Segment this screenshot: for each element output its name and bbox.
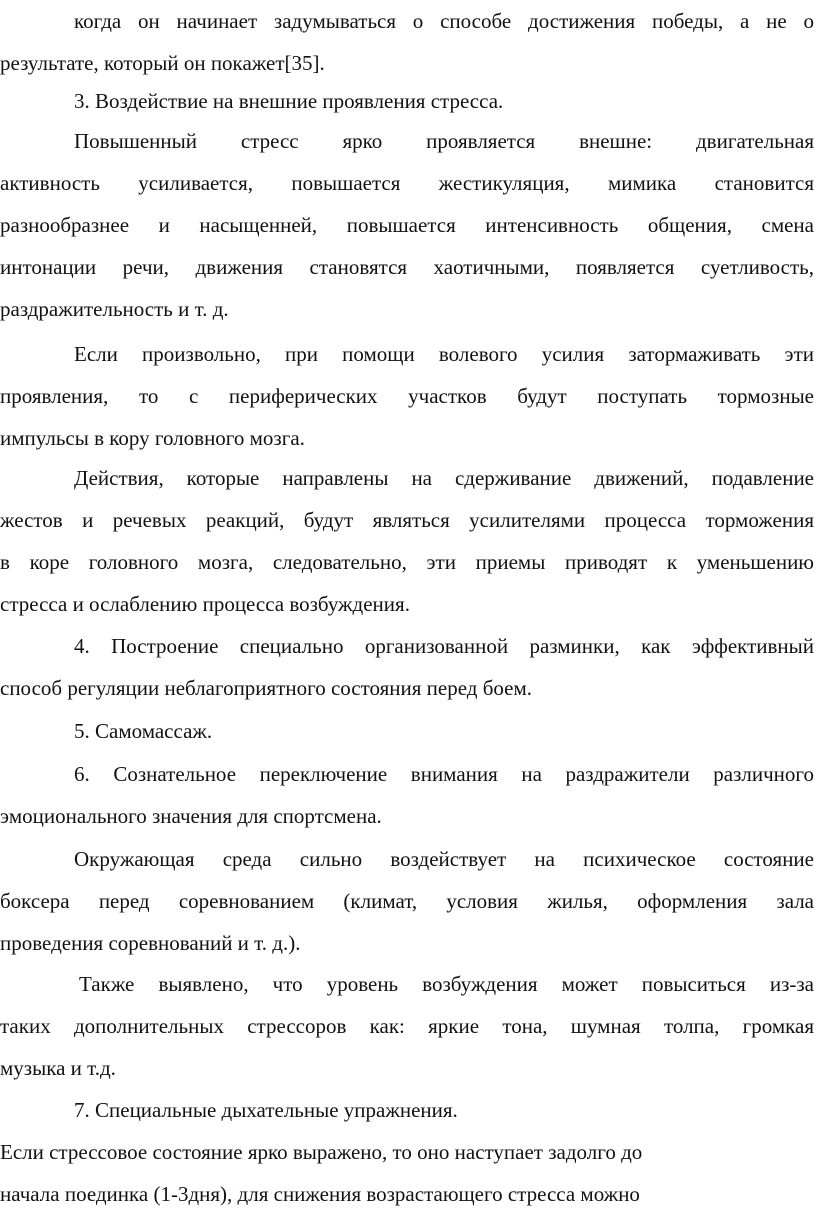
text-line: Повышенный стресс ярко проявляется внешне: двигательная [74,129,814,153]
text-line: проявления, то с периферических участков будут поступать тормозные [0,384,814,408]
text-line: жестов и речевых реакций, будут являться усилителями процесса торможения [0,508,814,532]
paragraph [0,838,814,964]
paragraph-continuation [0,0,814,84]
text-line: эмоционального значения для спортсмена. [0,804,382,828]
text-line: интонации речи, движения становятся хаотичными, появляется суетливость, [0,255,814,279]
text-line: в коре головного мозга, следовательно, эти приемы приводят к уменьшению [0,550,814,574]
list-item-7 [0,1089,814,1131]
text-line: 7. Специальные дыхательные упражнения. [74,1098,458,1122]
text-line: импульсы в кору головного мозга. [0,426,305,450]
text-line: раздражительность и т. д. [0,297,229,321]
text-line: активность усиливается, повышается жестикуляция, мимика становится [0,171,814,195]
text-line: проведения соревнований и т. д.). [0,931,301,955]
list-item-4 [0,625,814,709]
text-line: 5. Самомассаж. [74,719,213,743]
paragraph [0,120,814,330]
paragraph [0,333,814,459]
paragraph [0,963,814,1089]
paragraph [0,457,814,625]
text-line: способ регуляции неблагоприятного состояния перед боем. [0,676,533,700]
text-line: результате, который он покажет[35]. [0,51,325,75]
text-line: Действия, которые направлены на сдерживание движений, подавление [74,466,814,490]
text-line: Если стрессовое состояние ярко выражено, то оно наступает задолго до [0,1140,643,1164]
text-line: стресса и ослаблению процесса возбуждения. [0,592,410,616]
text-line: разнообразнее и насыщенней, повышается интенсивность общения, смена [0,213,814,237]
text-line: таких дополнительных стрессоров как: яркие тона, шумная толпа, громкая [0,1014,814,1038]
text-line: Если произвольно, при помощи волевого усилия затормаживать эти [74,342,814,366]
text-line: Также выявлено, что уровень возбуждения может повыситься из-за [79,972,814,996]
text-line: боксера перед соревнованием (климат, условия жилья, оформления зала [0,889,814,913]
text-line: начала поединка (1-3дня), для снижения возрастающего стресса можно [0,1182,640,1206]
list-item-5 [0,710,814,752]
text-line: музыка и т.д. [0,1056,116,1080]
list-item-6 [0,753,814,837]
text-line: 4. Построение специально организованной разминки, как эффективный [74,634,814,658]
list-item-3 [0,80,814,122]
text-line: 6. Сознательное переключение внимания на раздражители различного [74,762,814,786]
paragraph [0,1131,780,1215]
text-line: 3. Воздействие на внешние проявления стресса. [74,89,504,113]
text-line: Окружающая среда сильно воздействует на психическое состояние [74,847,814,871]
text-line: когда он начинает задумываться о способе достижения победы, а не о [74,9,814,33]
